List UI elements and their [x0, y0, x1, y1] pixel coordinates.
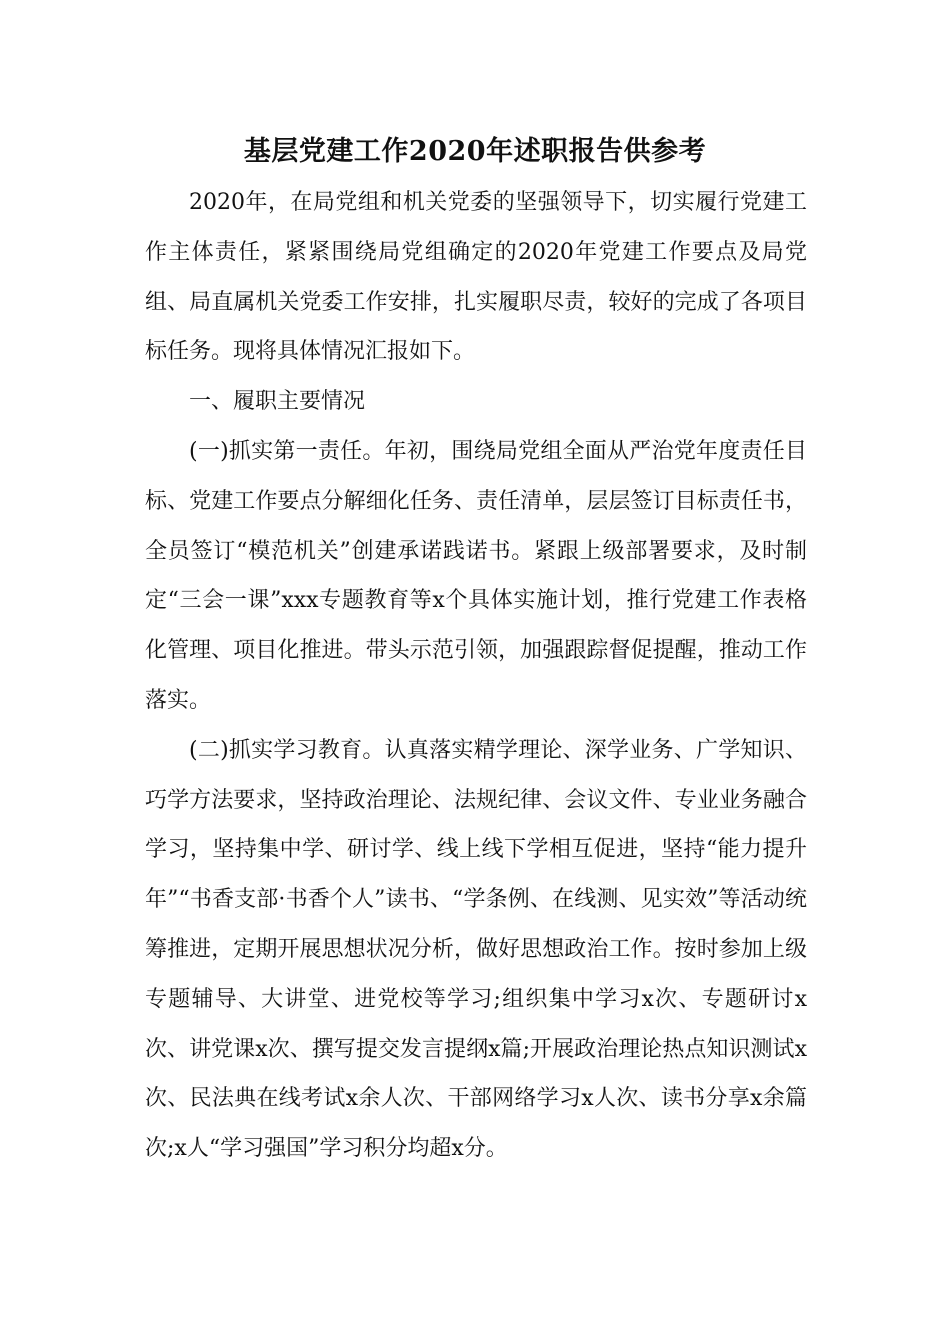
document-title: 基层党建工作2020年述职报告供参考	[243, 136, 707, 167]
item-paragraph-1: (一)抓实第一责任。年初，围绕局党组全面从严治党年度责任目标、党建工作要点分解细化任务、责任清单，层层签订目标责任书，全员签订“模范机关”创建承诺践诺书。紧跟上级部署要求，及时制定“三会一课”xxx专题教育等x个具体实施计划，推行党建工作表格化管理、项目化推进。带头示范引领，加强跟踪督促提醒，推动工作落实。	[145, 438, 807, 713]
section-heading: 一、履职主要情况	[189, 389, 366, 415]
intro-paragraph: 2020年，在局党组和机关党委的坚强领导下，切实履行党建工作主体责任，紧紧围绕局党组确定的2020年党建工作要点及局党组、局直属机关党委工作安排，扎实履职尽责，较好的完成了各项目标任务。现将具体情况汇报如下。	[145, 190, 807, 365]
item-paragraph-2: (二)抓实学习教育。认真落实精学理论、深学业务、广学知识、巧学方法要求，坚持政治理论、法规纪律、会议文件、专业业务融合学习，坚持集中学、研讨学、线上线下学相互促进，坚持“能力提升年”“书香支部·书香个人”读书、“学条例、在线测、见实效”等活动统筹推进，定期开展思想状况分析，做好思想政治工作。按时参加上级专题辅导、大讲堂、进党校等学习;组织集中学习x次、专题研讨x次、讲党课x次、撰写提交发言提纲x篇;开展政治理论热点知识测试x次、民法典在线考试x余人次、干部网络学习x人次、读书分享x余篇次;x人“学习强国”学习积分均超x分。	[145, 737, 807, 1162]
document-body	[145, 178, 807, 1174]
